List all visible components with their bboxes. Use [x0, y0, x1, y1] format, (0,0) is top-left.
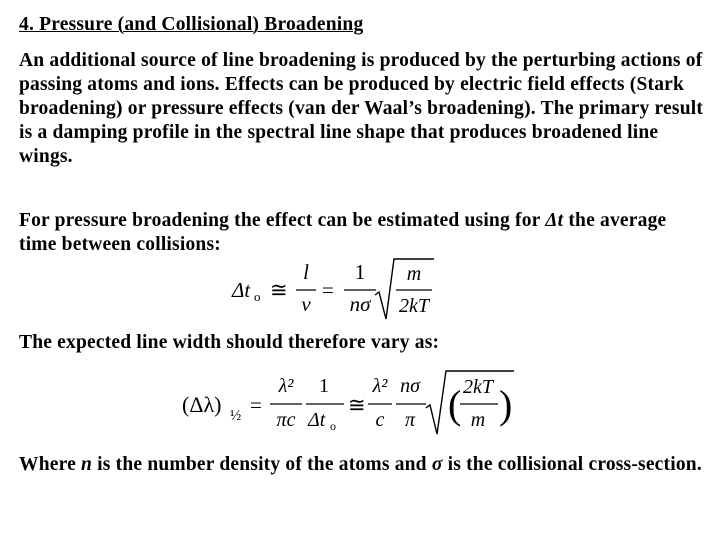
eq1-frac2-numerator: 1 [354, 260, 366, 284]
slide-heading [19, 13, 709, 37]
eq1-lhs-subscript: o [254, 289, 261, 304]
delta-t-term: Δt [545, 210, 564, 231]
pressure-paragraph [19, 209, 709, 257]
definitions-text-1: Where [19, 454, 82, 475]
eq2-frac3-denominator: c [375, 409, 385, 431]
eq1-frac1-numerator: l [303, 260, 309, 284]
eq2-frac2-den-symbol: Δt [308, 409, 326, 431]
variable-sigma: σ [431, 454, 443, 475]
eq1-lhs-symbol: Δt [232, 278, 251, 302]
eq2-frac4-numerator: nσ [400, 375, 420, 397]
pressure-text-after: the average time between collisions: [19, 210, 667, 255]
eq2-close-paren: ) [499, 382, 513, 427]
eq2-frac4-denominator: π [404, 409, 416, 431]
line-width-paragraph: The expected line width should therefore vary as: [19, 332, 440, 353]
eq1-frac2-denominator: nσ [349, 292, 371, 316]
pressure-text-before: For pressure broadening the effect can be estimated using for [19, 210, 546, 231]
eq2-lhs: (Δλ) [182, 392, 222, 417]
eq1-approx-sign: ≅ [270, 278, 288, 302]
eq1-root-denominator: 2kT [399, 295, 429, 317]
definitions-text-2: is the number density of the atoms and [92, 454, 432, 475]
eq1-root-numerator: m [406, 263, 422, 285]
definitions-text-3: is the collisional cross-section. [442, 454, 702, 475]
eq2-frac1-denominator: πc [276, 409, 296, 431]
line-width-equation [178, 368, 518, 440]
variable-n: n [81, 454, 93, 475]
eq2-approx-sign: ≅ [348, 393, 366, 417]
eq2-root-denominator: m [470, 409, 486, 431]
eq2-lhs-subscript: ½ [230, 408, 242, 424]
eq2-root-numerator: 2kT [463, 376, 493, 398]
eq1-equals-sign: = [322, 278, 334, 302]
eq2-equals-sign: = [250, 393, 262, 417]
eq2-frac3-numerator: λ² [372, 375, 388, 397]
intro-paragraph: An additional source of line broadening is produced by the perturbing actions of passing atoms and ions. Effects can be produced by electric field effects (Stark broadening) or pressure effects (van der Waal’s broadening). The primary result is a damping profile in the spectral line shape that produces broadened line wings. [19, 50, 704, 167]
eq2-frac1-numerator: λ² [278, 375, 294, 397]
definitions-paragraph [19, 453, 709, 477]
eq2-frac2-den-subscript: o [330, 419, 336, 433]
eq1-frac1-denominator: v [301, 292, 311, 316]
eq2-open-paren: ( [448, 382, 462, 427]
eq2-frac2-numerator: 1 [319, 375, 329, 397]
heading-text: 4. Pressure (and Collisional) Broadening [19, 14, 364, 35]
collision-time-equation [228, 255, 438, 325]
